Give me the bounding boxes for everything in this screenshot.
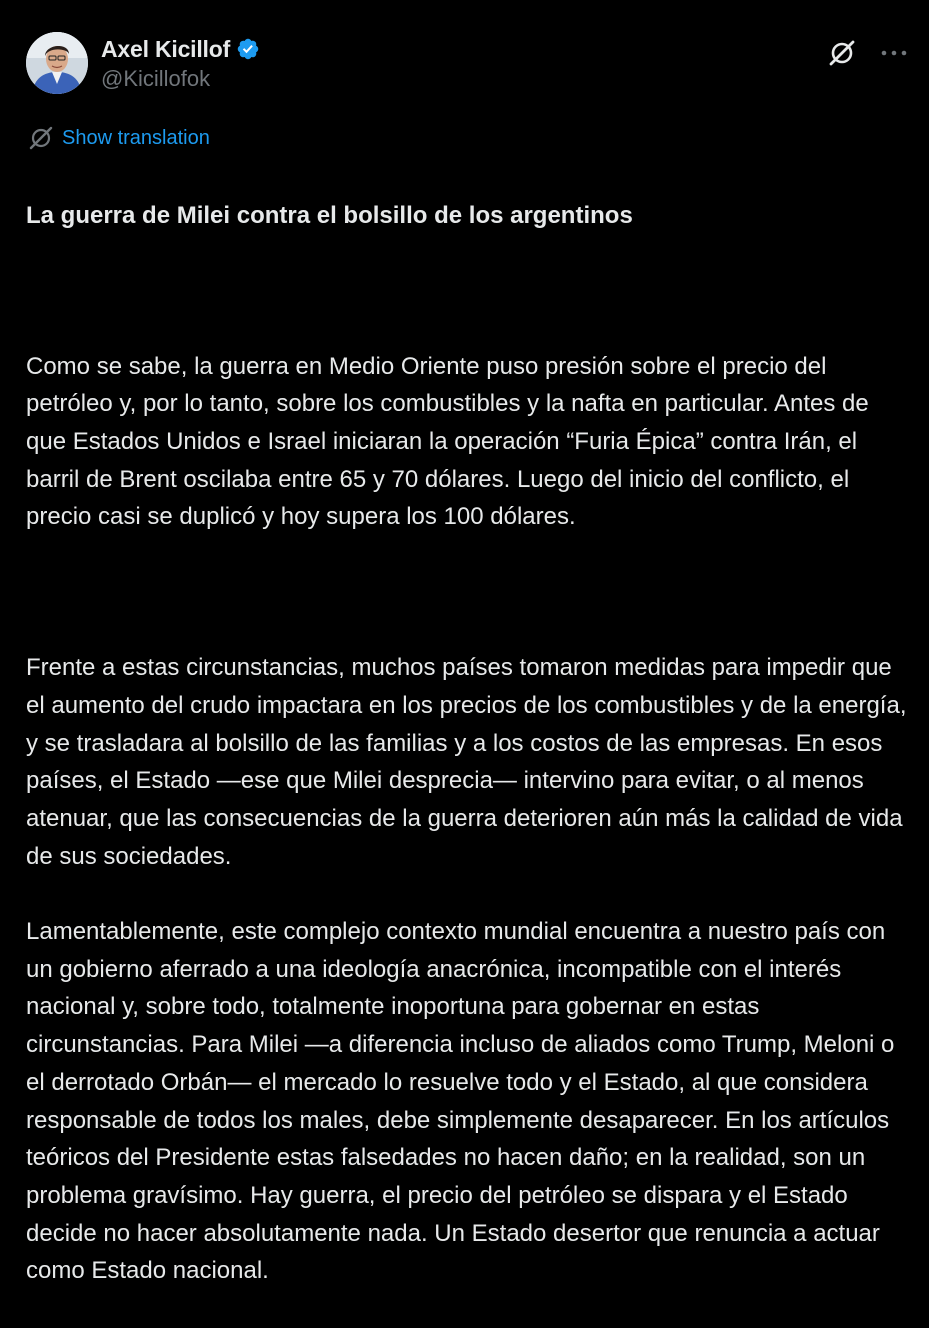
verified-badge-icon[interactable] xyxy=(236,37,260,61)
paragraph-spacer xyxy=(26,574,911,612)
display-name[interactable]: Axel Kicillof xyxy=(101,35,231,62)
translate-icon xyxy=(28,125,54,151)
more-dots-icon xyxy=(879,48,909,58)
avatar[interactable] xyxy=(26,32,88,94)
header-actions xyxy=(825,36,911,70)
tweet xyxy=(26,30,911,1328)
display-name-row xyxy=(101,34,260,64)
tweet-header xyxy=(26,30,911,100)
grok-slash-icon xyxy=(827,38,857,68)
tweet-text xyxy=(26,159,911,1328)
handle[interactable]: @Kicillofok xyxy=(101,66,211,91)
paragraph-1: Como se sabe, la guerra en Medio Oriente puso presión sobre el precio del petróleo y, por lo tanto, sobre los combustibles y la nafta en particular. Antes de que Estados Unidos e Israel iniciaran la operación “Furia Épica” contra Irán, el barril de Brent oscilaba entre 65 y 70 dólares. Luego del inicio del conflicto, el precio casi se duplicó y hoy supera los 100 dólares. xyxy=(26,352,869,531)
paragraph-2: Frente a estas circunstancias, muchos países tomaron medidas para impedir que el aumento del crudo impactara en los precios de los combustibles y de la energía, y se trasladara al bolsillo de las familias y a los costos de las empresas. En esos países, el Estado —ese que Milei desprecia— intervino para evitar, o al menos atenuar, que las consecuencias de la guerra deterioren aún más la calidad de vida de sus sociedades. xyxy=(26,654,907,870)
post-title: La guerra de Milei contra el bolsillo de los argentinos xyxy=(26,201,633,229)
more-button[interactable] xyxy=(877,36,911,70)
paragraph-spacer xyxy=(26,272,911,310)
author-names xyxy=(101,34,260,92)
grok-button[interactable] xyxy=(825,36,859,70)
show-translation-link[interactable] xyxy=(26,123,911,153)
show-translation-label[interactable]: Show translation xyxy=(62,126,210,149)
avatar-image xyxy=(26,32,88,94)
paragraph-3: Lamentablemente, este complejo contexto mundial encuentra a nuestro país con un gobierno aferrado a una ideología anacrónica, incompatible con el interés nacional y, sobre todo, totalmente inoportuna para gobernar en estas circunstancias. Para Milei —a diferencia incluso de aliados como Trump, Meloni o el derrotado Orbán— el mercado lo resuelve todo y el Estado, al que considera responsable de todos los males, debe simplemente desaparecer. En los artículos teóricos del Presidente estas falsedades no hacen daño; en la realidad, son un problema gravísimo. Hay guerra, el precio del petróleo se dispara y el Estado decide no hacer absolutamente nada. Un Estado desertor que renuncia a actuar como Estado nacional. xyxy=(26,918,895,1285)
